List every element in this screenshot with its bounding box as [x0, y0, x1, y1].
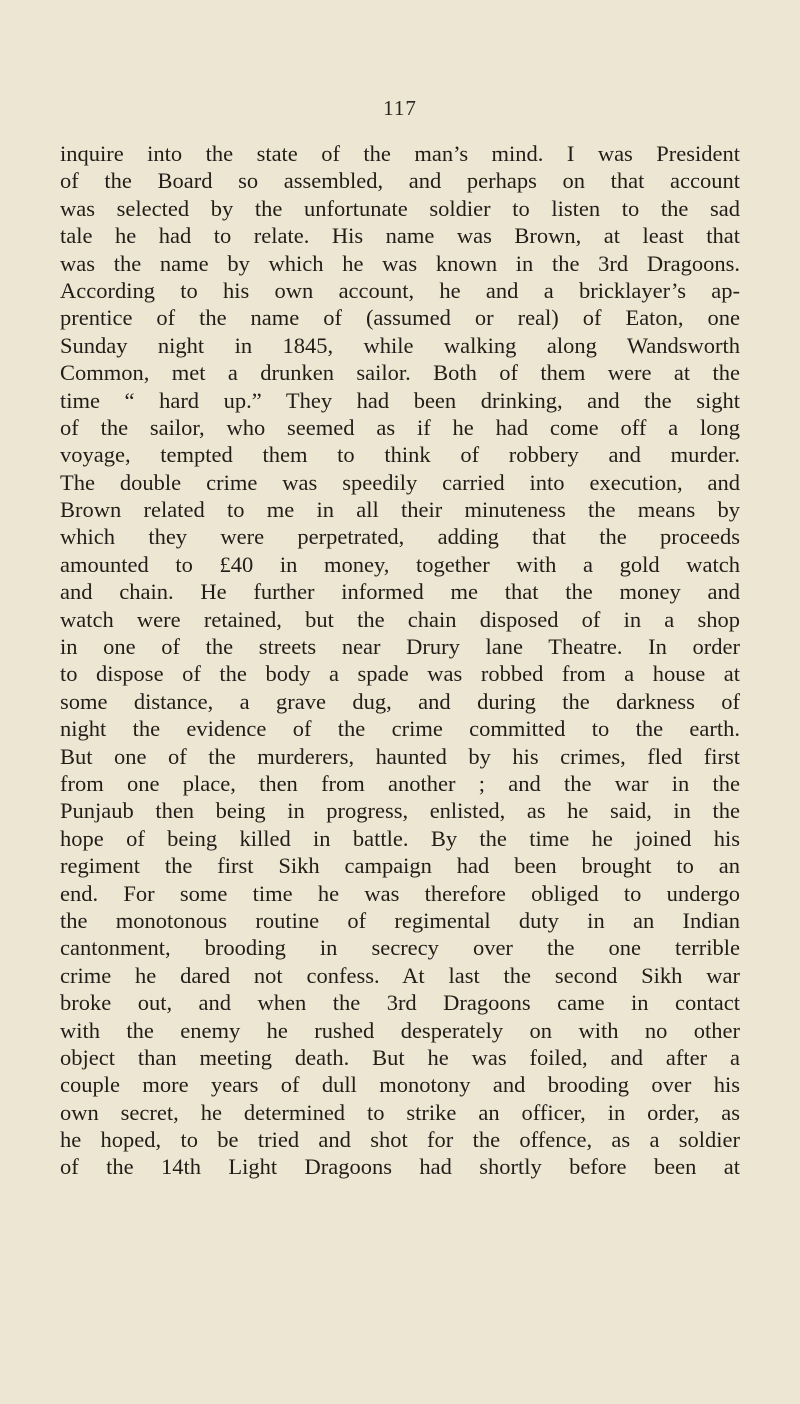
- text-line: amounted to £40 in money, together with a gold watch: [60, 551, 740, 577]
- text-line: some distance, a grave dug, and during the darkness of: [60, 688, 740, 714]
- text-line: tale he had to relate. His name was Brown, at least that: [60, 223, 740, 249]
- text-line: regiment the first Sikh campaign had been brought to an: [60, 853, 740, 879]
- text-line: own secret, he determined to strike an officer, in order, as: [60, 1099, 740, 1125]
- text-line: which they were perpetrated, adding that the proceeds: [60, 524, 740, 550]
- body-text: [60, 140, 740, 1181]
- text-line: was the name by which he was known in the 3rd Dragoons.: [60, 250, 740, 276]
- text-line: and chain. He further informed me that the money and: [60, 579, 740, 605]
- page-number: 117: [383, 96, 417, 120]
- text-line: prentice of the name of (assumed or real) of Eaton, one: [60, 305, 740, 331]
- text-line: Brown related to me in all their minuteness the means by: [60, 497, 740, 523]
- text-line: of the Board so assembled, and perhaps on that account: [60, 168, 740, 194]
- text-line: crime he dared not confess. At last the second Sikh war: [60, 962, 740, 988]
- text-line: of the sailor, who seemed as if he had come off a long: [60, 414, 740, 440]
- text-line: time “ hard up.” They had been drinking, and the sight: [60, 387, 740, 413]
- text-line: broke out, and when the 3rd Dragoons came in contact: [60, 990, 740, 1016]
- text-line: he hoped, to be tried and shot for the offence, as a soldier: [60, 1127, 740, 1153]
- text-line: night the evidence of the crime committed to the earth.: [60, 716, 740, 742]
- text-line: end. For some time he was therefore obliged to undergo: [60, 880, 740, 906]
- text-line: According to his own account, he and a bricklayer’s ap-: [60, 277, 740, 303]
- text-line: the monotonous routine of regimental duty in an Indian: [60, 907, 740, 933]
- text-line: from one place, then from another ; and the war in the: [60, 770, 740, 796]
- text-line: to dispose of the body a spade was robbed from a house at: [60, 661, 740, 687]
- text-line: was selected by the unfortunate soldier to listen to the sad: [60, 195, 740, 221]
- text-line: hope of being killed in battle. By the time he joined his: [60, 825, 740, 851]
- text-line: in one of the streets near Drury lane Theatre. In order: [60, 634, 740, 660]
- text-line: couple more years of dull monotony and brooding over his: [60, 1072, 740, 1098]
- text-line: Sunday night in 1845, while walking along Wandsworth: [60, 332, 740, 358]
- text-line: voyage, tempted them to think of robbery and murder.: [60, 442, 740, 468]
- text-line: watch were retained, but the chain disposed of in a shop: [60, 606, 740, 632]
- text-line: Punjaub then being in progress, enlisted, as he said, in the: [60, 798, 740, 824]
- text-line: cantonment, brooding in secrecy over the one terrible: [60, 935, 740, 961]
- text-line: with the enemy he rushed desperately on with no other: [60, 1017, 740, 1043]
- text-line: inquire into the state of the man’s mind. I was President: [60, 141, 740, 166]
- text-line: But one of the murderers, haunted by his crimes, fled first: [60, 743, 740, 769]
- text-line: of the 14th Light Dragoons had shortly before been at: [60, 1154, 740, 1180]
- text-line: Common, met a drunken sailor. Both of them were at the: [60, 360, 740, 386]
- text-line: The double crime was speedily carried into execution, and: [60, 469, 740, 495]
- text-line: object than meeting death. But he was foiled, and after a: [60, 1044, 740, 1070]
